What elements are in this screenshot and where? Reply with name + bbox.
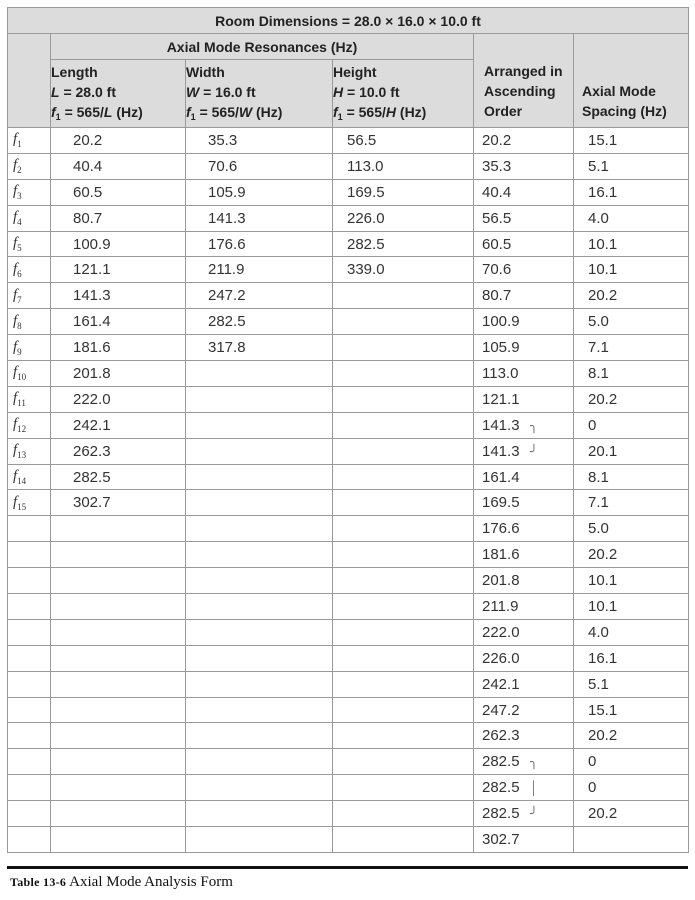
spacing-cell: 10.1 <box>574 257 689 283</box>
length-cell <box>51 516 186 542</box>
height-cell <box>333 542 474 568</box>
axial-mode-table <box>7 7 689 853</box>
table-caption <box>10 874 233 891</box>
width-cell <box>186 438 333 464</box>
spacing-cell: 8.1 <box>574 361 689 387</box>
height-cell: 169.5 <box>333 179 474 205</box>
length-cell <box>51 723 186 749</box>
row-label: $f_8$ <box>8 309 51 335</box>
height-cell: 56.5 <box>333 128 474 154</box>
width-cell: 35.3 <box>186 128 333 154</box>
height-cell <box>333 723 474 749</box>
length-cell: 20.2 <box>51 128 186 154</box>
height-cell: 339.0 <box>333 257 474 283</box>
table-row <box>8 335 689 361</box>
row-label <box>8 568 51 594</box>
ascending-header <box>474 34 574 128</box>
ascending-cell: 201.8 <box>474 568 574 594</box>
length-cell: 60.5 <box>51 179 186 205</box>
spacing-cell: 20.2 <box>574 283 689 309</box>
height-cell <box>333 361 474 387</box>
width-cell: 282.5 <box>186 309 333 335</box>
length-cell <box>51 697 186 723</box>
height-cell <box>333 568 474 594</box>
ascending-cell: 20.2 <box>474 128 574 154</box>
ascending-cell: 105.9 <box>474 335 574 361</box>
spacing-header-line2: Spacing (Hz) <box>582 103 667 119</box>
spacing-cell: 5.0 <box>574 309 689 335</box>
width-cell <box>186 827 333 853</box>
table-row <box>8 490 689 516</box>
length-header-title: Length <box>51 64 98 80</box>
spacing-cell: 5.1 <box>574 671 689 697</box>
height-cell <box>333 671 474 697</box>
length-cell: 181.6 <box>51 335 186 361</box>
spacing-cell: 10.1 <box>574 594 689 620</box>
ascending-cell: 282.5 ╯ <box>474 801 574 827</box>
row-label <box>8 619 51 645</box>
row-label <box>8 542 51 568</box>
width-cell: 176.6 <box>186 231 333 257</box>
spacing-cell: 20.1 <box>574 438 689 464</box>
ascending-cell: 282.5 ╮ <box>474 749 574 775</box>
spacing-cell: 5.1 <box>574 153 689 179</box>
table-row <box>8 723 689 749</box>
table-row <box>8 671 689 697</box>
height-cell <box>333 283 474 309</box>
width-cell <box>186 723 333 749</box>
height-cell <box>333 619 474 645</box>
length-header <box>51 60 186 128</box>
ascending-cell: 302.7 <box>474 827 574 853</box>
spacing-cell: 20.2 <box>574 801 689 827</box>
spacing-cell: 20.2 <box>574 723 689 749</box>
ascending-cell: 70.6 <box>474 257 574 283</box>
width-cell: 211.9 <box>186 257 333 283</box>
ascending-cell: 100.9 <box>474 309 574 335</box>
width-cell <box>186 697 333 723</box>
length-cell <box>51 671 186 697</box>
width-cell <box>186 568 333 594</box>
row-label <box>8 749 51 775</box>
spacing-cell: 0 <box>574 775 689 801</box>
row-label <box>8 516 51 542</box>
ascending-cell: 262.3 <box>474 723 574 749</box>
height-cell <box>333 801 474 827</box>
table-row <box>8 568 689 594</box>
row-label <box>8 723 51 749</box>
row-label: $f_6$ <box>8 257 51 283</box>
length-cell: 242.1 <box>51 412 186 438</box>
height-cell <box>333 412 474 438</box>
row-label: $f_2$ <box>8 153 51 179</box>
length-cell <box>51 801 186 827</box>
row-label: $f_4$ <box>8 205 51 231</box>
width-cell: 70.6 <box>186 153 333 179</box>
length-cell: 80.7 <box>51 205 186 231</box>
spacing-header-line1: Axial Mode <box>582 83 656 99</box>
row-label: $f_{12}$ <box>8 412 51 438</box>
length-cell: 201.8 <box>51 361 186 387</box>
group-brace-mark: ╮ <box>530 417 538 433</box>
length-cell: 121.1 <box>51 257 186 283</box>
length-cell <box>51 594 186 620</box>
table-row <box>8 231 689 257</box>
spacing-cell <box>574 827 689 853</box>
table-row <box>8 516 689 542</box>
height-cell: 282.5 <box>333 231 474 257</box>
table-row <box>8 594 689 620</box>
height-cell <box>333 775 474 801</box>
group-brace-mark: │ <box>530 780 539 796</box>
width-header-title: Width <box>186 64 225 80</box>
row-label: $f_{10}$ <box>8 361 51 387</box>
spacing-cell: 16.1 <box>574 179 689 205</box>
height-cell: 113.0 <box>333 153 474 179</box>
width-cell <box>186 412 333 438</box>
table-row <box>8 205 689 231</box>
spacing-header <box>574 34 689 128</box>
length-cell: 161.4 <box>51 309 186 335</box>
ascending-cell: 242.1 <box>474 671 574 697</box>
table-row <box>8 257 689 283</box>
width-cell <box>186 542 333 568</box>
height-header <box>333 60 474 128</box>
table-row <box>8 542 689 568</box>
height-cell <box>333 386 474 412</box>
length-cell: 262.3 <box>51 438 186 464</box>
ascending-header-line2: Ascending <box>484 83 556 99</box>
length-cell <box>51 619 186 645</box>
table-title: Room Dimensions = 28.0 × 16.0 × 10.0 ft <box>8 8 689 34</box>
length-cell: 302.7 <box>51 490 186 516</box>
length-cell <box>51 749 186 775</box>
length-cell <box>51 542 186 568</box>
width-cell <box>186 801 333 827</box>
ascending-cell: 121.1 <box>474 386 574 412</box>
table-row <box>8 464 689 490</box>
ascending-cell: 113.0 <box>474 361 574 387</box>
height-header-formula: $f_1 = 565/H$ (Hz) <box>333 104 427 122</box>
row-label <box>8 645 51 671</box>
table-row <box>8 309 689 335</box>
ascending-cell: 181.6 <box>474 542 574 568</box>
spacing-cell: 0 <box>574 412 689 438</box>
height-cell <box>333 490 474 516</box>
height-cell <box>333 309 474 335</box>
width-cell <box>186 594 333 620</box>
row-label: $f_{14}$ <box>8 464 51 490</box>
table-row <box>8 386 689 412</box>
length-cell: 100.9 <box>51 231 186 257</box>
ascending-cell: 60.5 <box>474 231 574 257</box>
group-brace-mark: ╯ <box>530 806 538 822</box>
ascending-cell: 222.0 <box>474 619 574 645</box>
spacing-cell: 10.1 <box>574 568 689 594</box>
ascending-cell: 35.3 <box>474 153 574 179</box>
group-brace-mark: ╯ <box>530 443 538 459</box>
table-row <box>8 153 689 179</box>
row-label: $f_{11}$ <box>8 386 51 412</box>
table-row <box>8 775 689 801</box>
table-body <box>8 128 689 853</box>
width-cell <box>186 386 333 412</box>
ascending-cell: 247.2 <box>474 697 574 723</box>
row-label <box>8 594 51 620</box>
length-cell: 222.0 <box>51 386 186 412</box>
spacing-cell: 7.1 <box>574 490 689 516</box>
spacing-cell: 20.2 <box>574 386 689 412</box>
spacing-cell: 0 <box>574 749 689 775</box>
caption-rule <box>7 866 688 869</box>
length-header-dim: L = 28.0 ft <box>51 84 116 100</box>
ascending-cell: 282.5 │ <box>474 775 574 801</box>
height-cell <box>333 594 474 620</box>
group-header: Axial Mode Resonances (Hz) <box>51 34 474 60</box>
row-label: $f_7$ <box>8 283 51 309</box>
table-row <box>8 361 689 387</box>
row-label: $f_5$ <box>8 231 51 257</box>
row-label <box>8 775 51 801</box>
height-cell <box>333 438 474 464</box>
width-cell <box>186 775 333 801</box>
height-cell <box>333 645 474 671</box>
table-row <box>8 283 689 309</box>
width-header <box>186 60 333 128</box>
table-row <box>8 412 689 438</box>
ascending-cell: 176.6 <box>474 516 574 542</box>
length-cell: 40.4 <box>51 153 186 179</box>
row-label <box>8 801 51 827</box>
ascending-cell: 141.3 ╮ <box>474 412 574 438</box>
ascending-cell: 56.5 <box>474 205 574 231</box>
spacing-cell: 7.1 <box>574 335 689 361</box>
ascending-cell: 211.9 <box>474 594 574 620</box>
spacing-cell: 20.2 <box>574 542 689 568</box>
width-cell: 247.2 <box>186 283 333 309</box>
width-cell <box>186 645 333 671</box>
table-row <box>8 128 689 154</box>
length-cell <box>51 568 186 594</box>
length-cell <box>51 645 186 671</box>
row-label: $f_{15}$ <box>8 490 51 516</box>
width-cell <box>186 464 333 490</box>
height-cell <box>333 516 474 542</box>
height-cell: 226.0 <box>333 205 474 231</box>
ascending-cell: 141.3 ╯ <box>474 438 574 464</box>
row-label: $f_9$ <box>8 335 51 361</box>
width-cell <box>186 671 333 697</box>
row-label: $f_1$ <box>8 128 51 154</box>
spacing-cell: 5.0 <box>574 516 689 542</box>
spacing-cell: 15.1 <box>574 128 689 154</box>
height-cell <box>333 464 474 490</box>
spacing-cell: 4.0 <box>574 619 689 645</box>
width-cell <box>186 619 333 645</box>
caption-label: Table 13-6 <box>10 875 67 889</box>
table-row <box>8 179 689 205</box>
group-brace-mark: ╮ <box>530 754 538 770</box>
ascending-header-line3: Order <box>484 103 523 119</box>
width-header-dim: W = 16.0 ft <box>186 84 256 100</box>
length-cell <box>51 775 186 801</box>
width-cell: 105.9 <box>186 179 333 205</box>
length-cell: 141.3 <box>51 283 186 309</box>
height-header-title: Height <box>333 64 377 80</box>
ascending-cell: 40.4 <box>474 179 574 205</box>
height-cell <box>333 827 474 853</box>
spacing-cell: 15.1 <box>574 697 689 723</box>
row-label <box>8 697 51 723</box>
length-header-formula: $f_1 = 565/L$ (Hz) <box>51 104 143 122</box>
spacing-cell: 16.1 <box>574 645 689 671</box>
ascending-cell: 169.5 <box>474 490 574 516</box>
spacing-cell: 4.0 <box>574 205 689 231</box>
width-cell <box>186 361 333 387</box>
width-header-formula: $f_1 = 565/W$ (Hz) <box>186 104 283 122</box>
width-cell <box>186 516 333 542</box>
table-row <box>8 801 689 827</box>
table-row <box>8 645 689 671</box>
ascending-cell: 226.0 <box>474 645 574 671</box>
spacing-cell: 10.1 <box>574 231 689 257</box>
width-cell: 317.8 <box>186 335 333 361</box>
width-cell: 141.3 <box>186 205 333 231</box>
width-cell <box>186 749 333 775</box>
table-row <box>8 438 689 464</box>
height-cell <box>333 335 474 361</box>
row-label-header <box>8 34 51 128</box>
height-cell <box>333 697 474 723</box>
row-label: $f_{13}$ <box>8 438 51 464</box>
ascending-header-line1: Arranged in <box>484 63 563 79</box>
ascending-cell: 80.7 <box>474 283 574 309</box>
height-cell <box>333 749 474 775</box>
height-header-dim: H = 10.0 ft <box>333 84 400 100</box>
row-label <box>8 827 51 853</box>
length-cell: 282.5 <box>51 464 186 490</box>
ascending-cell: 161.4 <box>474 464 574 490</box>
spacing-cell: 8.1 <box>574 464 689 490</box>
row-label <box>8 671 51 697</box>
length-cell <box>51 827 186 853</box>
table-row <box>8 697 689 723</box>
table-row <box>8 827 689 853</box>
table-row <box>8 619 689 645</box>
caption-text: Axial Mode Analysis Form <box>66 874 233 890</box>
width-cell <box>186 490 333 516</box>
row-label: $f_3$ <box>8 179 51 205</box>
table-row <box>8 749 689 775</box>
